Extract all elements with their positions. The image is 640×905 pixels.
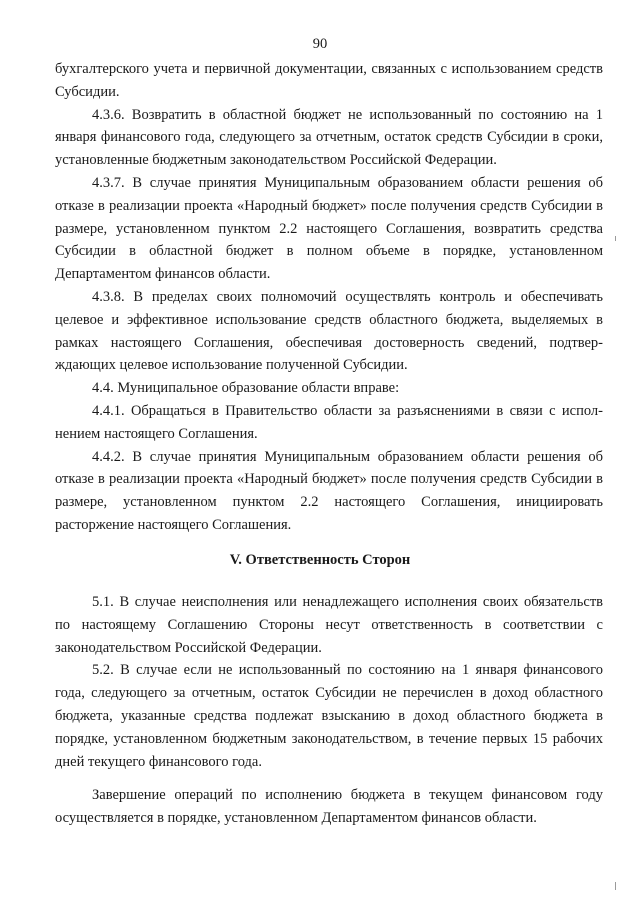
- scan-edge-mark: [615, 882, 616, 890]
- paragraph-budget-completion: Завершение операций по исполнению бюджета в текущем финансовом году осуществляется в порядке, установленном Департаментом финансов области.: [55, 787, 603, 827]
- obligations-section-text: [55, 58, 603, 537]
- paragraph-5-1: 5.1. В случае неисполнения или ненадлежащего исполнения своих обязательств по настоящему Соглашению Стороны несут ответственность в соответствии с законодательством Российской Федерации.: [55, 594, 603, 656]
- paragraph-4-3-5-continuation: бухгалтерского учета и первичной документации, связанных с использованием средств Субсидии.: [55, 61, 603, 100]
- paragraph-5-2: 5.2. В случае если не использованный по состоянию на 1 января финансового года, следующего за отчетным, остаток Субсидии не перечислен в доход областного бюджета, указанные средства подлежат взысканию в доход областного бюджета в порядке, установленном бюджетным законодательством, в течение первых 15 рабочих дней текущего финансового года.: [55, 662, 603, 770]
- paragraph-4-4-2: 4.4.2. В случае принятия Муниципальным образованием области решения об отказе в реализации проекта «Народный бюджет» после получения средств Субсидии в размере, установленном пунктом 2.2 настоящего Соглашения, инициировать расторжение настоящего Соглашения.: [55, 448, 603, 533]
- paragraph-4-4-1: 4.4.1. Обращаться в Правительство области за разъяснениями в связи с исполнением настоящего Соглашения.: [55, 402, 603, 442]
- page-number: 90: [312, 36, 328, 52]
- scan-edge-mark: [615, 236, 616, 241]
- paragraph-4-3-6: 4.3.6. Возвратить в областной бюджет не использованный по состоянию на 1 января финансового года, следующего за отчетным, остаток средств Субсидии в сроки, установленные бюджетным законодательством Российской Федерации.: [55, 106, 603, 169]
- responsibility-section-text: [55, 591, 603, 830]
- section-heading: V. Ответственность Сторон: [229, 552, 411, 568]
- paragraph-4-4: 4.4. Муниципальное образование области вправе:: [92, 380, 400, 397]
- paragraph-4-3-8: 4.3.8. В пределах своих полномочий осуществлять контроль и обеспечивать целевое и эффективное использование средств областного бюджета, выделяемых в рамках настоящего Соглашения, обеспечивая достоверность сведений, подтверждающих целевое использование полученной Субсидии.: [55, 288, 603, 374]
- paragraph-4-3-7: 4.3.7. В случае принятия Муниципальным образованием области решения об отказе в реализации проекта «Народный бюджет» после получения средств Субсидии в размере, установленном пунктом 2.2 настоящего Соглашения, возвратить средства Субсидии в областной бюджет в полном объеме в порядке, установленном Департаментом финансов области.: [55, 174, 603, 283]
